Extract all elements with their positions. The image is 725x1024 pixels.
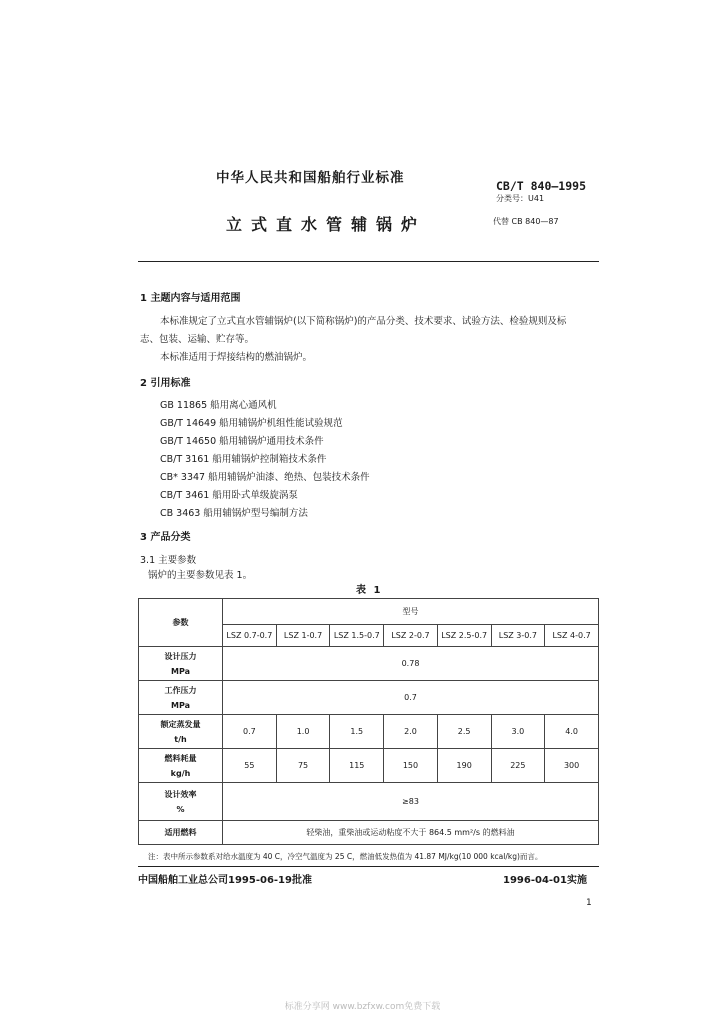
evaporation-cell: 0.7 xyxy=(223,715,277,749)
param-header: 参数 xyxy=(172,618,189,627)
label-text: 燃料耗量 xyxy=(164,753,197,763)
org-title: 中华人民共和国船舶行业标准 xyxy=(216,170,405,186)
fuel-consumption-label xyxy=(139,749,223,783)
evaporation-cell: 1.0 xyxy=(276,715,330,749)
ref-item: GB/T 14650 船用辅锅炉通用技术条件 xyxy=(160,436,324,447)
fuel-cell: 55 xyxy=(223,749,277,783)
fuel-type-value: 轻柴油，重柴油或运动粘度不大于 864.5 mm²/s 的燃料油 xyxy=(223,821,599,845)
section-3-1-text: 锅炉的主要参数见表 1。 xyxy=(148,570,253,581)
fuel-cell: 150 xyxy=(384,749,438,783)
model-header-cell xyxy=(223,599,599,625)
section-1-paragraph-line1: 本标准规定了立式直水管辅锅炉(以下简称锅炉)的产品分类、技术要求、试验方法、检验规则及标 xyxy=(160,316,567,327)
ref-item: GB/T 14649 船用辅锅炉机组性能试验规范 xyxy=(160,418,343,429)
header-divider xyxy=(138,261,599,262)
label-text: 工作压力 xyxy=(164,685,197,695)
unit-text: MPa xyxy=(170,666,190,676)
model-cell: LSZ 3-0.7 xyxy=(491,625,545,647)
label-text: 设计效率 xyxy=(164,789,197,799)
ref-item: CB 3463 船用辅锅炉型号编制方法 xyxy=(160,508,308,519)
model-cell: LSZ 2-0.7 xyxy=(384,625,438,647)
fuel-cell: 190 xyxy=(437,749,491,783)
model-cell: LSZ 2.5-0.7 xyxy=(437,625,491,647)
model-header: 型号 xyxy=(402,607,419,616)
standard-code: CB/T 840—1995 xyxy=(496,179,587,193)
model-cell: LSZ 4-0.7 xyxy=(545,625,599,647)
parameters-table xyxy=(138,598,599,845)
fuel-cell: 115 xyxy=(330,749,384,783)
fuel-cell: 225 xyxy=(491,749,545,783)
ref-item: CB/T 3161 船用辅锅炉控制箱技术条件 xyxy=(160,454,327,465)
model-cell: LSZ 1-0.7 xyxy=(276,625,330,647)
design-pressure-value: 0.78 xyxy=(223,647,599,681)
label-text: 额定蒸发量 xyxy=(160,719,201,729)
evaporation-cell: 1.5 xyxy=(330,715,384,749)
model-cell: LSZ 1.5-0.7 xyxy=(330,625,384,647)
evaporation-label xyxy=(139,715,223,749)
unit-text: kg/h xyxy=(170,768,191,778)
label-text: 设计压力 xyxy=(164,651,197,661)
footer-divider xyxy=(138,866,599,867)
section-1-paragraph-2: 本标准适用于焊接结构的燃油锅炉。 xyxy=(160,352,313,363)
unit-text: % xyxy=(176,804,185,814)
approval-line: 中国船舶工业总公司1995-06-19批准 xyxy=(138,875,312,886)
document-title: 立式直水管辅锅炉 xyxy=(226,215,427,234)
work-pressure-label xyxy=(139,681,223,715)
classification-code: 分类号：U41 xyxy=(496,194,545,203)
page-number: 1 xyxy=(586,898,592,908)
section-1-heading: 1 主题内容与适用范围 xyxy=(140,293,241,304)
efficiency-value: ≥83 xyxy=(223,783,599,821)
evaporation-cell: 4.0 xyxy=(545,715,599,749)
section-1-paragraph-line2: 志、包装、运输、贮存等。 xyxy=(140,334,255,345)
ref-item: GB 11865 船用离心通风机 xyxy=(160,400,277,411)
fuel-cell: 75 xyxy=(276,749,330,783)
param-header-cell xyxy=(139,599,223,647)
work-pressure-value: 0.7 xyxy=(223,681,599,715)
evaporation-cell: 3.0 xyxy=(491,715,545,749)
section-3-1-heading: 3.1 主要参数 xyxy=(140,555,197,566)
unit-text: MPa xyxy=(170,700,190,710)
evaporation-cell: 2.0 xyxy=(384,715,438,749)
implementation-date: 1996-04-01实施 xyxy=(503,875,587,886)
ref-item: CB* 3347 船用辅锅炉油漆、绝热、包装技术条件 xyxy=(160,472,370,483)
evaporation-cell: 2.5 xyxy=(437,715,491,749)
fuel-cell: 300 xyxy=(545,749,599,783)
efficiency-label xyxy=(139,783,223,821)
ref-item: CB/T 3461 船用卧式单级旋涡泵 xyxy=(160,490,298,501)
design-pressure-label xyxy=(139,647,223,681)
section-3-heading: 3 产品分类 xyxy=(140,532,191,543)
table-caption: 表 1 xyxy=(356,585,383,596)
replaces-note: 代替 CB 840—87 xyxy=(493,217,559,226)
unit-text: t/h xyxy=(174,734,187,744)
model-cell: LSZ 0.7-0.7 xyxy=(223,625,277,647)
table-note: 注：表中所示参数系对给水温度为 40 C，冷空气温度为 25 C，燃油低发热值为 41.87 MJ/kg(10 000 kcal/kg)而言。 xyxy=(148,852,543,861)
footer-watermark: 标准分享网 www.bzfxw.com免费下载 xyxy=(284,1002,441,1012)
fuel-type-label: 适用燃料 xyxy=(139,821,223,845)
section-2-heading: 2 引用标准 xyxy=(140,378,191,389)
